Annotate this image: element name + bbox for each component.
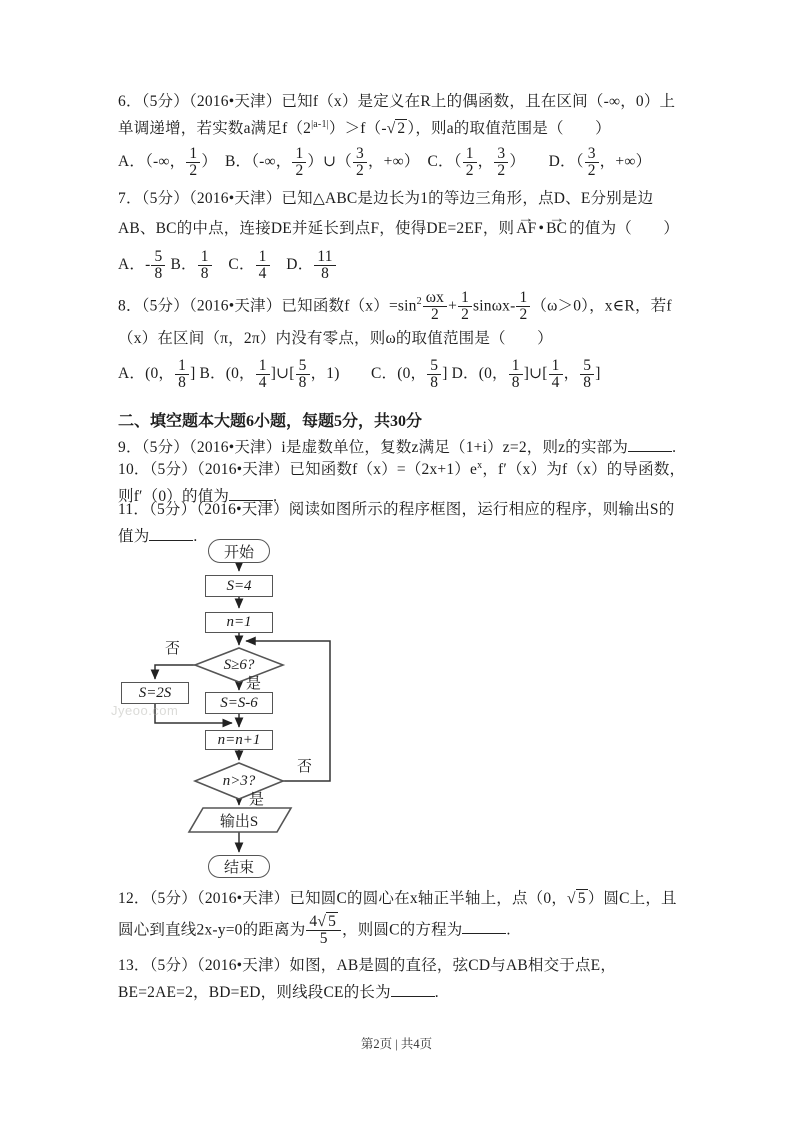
- question-11-body: 11．（5分）（2016•天津）阅读如图所示的程序框图，运行相应的程序，则输出S的值为 .: [118, 501, 675, 545]
- question-9-body: 9．（5分）（2016•天津）i是虚数单位，复数z满足（1+i）z=2，则z的实部为 .: [118, 434, 690, 461]
- fraction: $\frac{\omega x}{2}$: [423, 290, 447, 324]
- program-flowchart: [113, 537, 453, 887]
- question-8-options: A．(0， $\frac{1}{8}$ ] B．(0， $\frac{1}{4}$ ]∪[ $\frac{5}{8}$ ，1) C．(0， $\frac{5}{8}$ ] D．(0， $\frac{1}{8}$ ]∪[ $\frac{1}{4}$ ， $\frac{5}{8}$ ]: [118, 356, 601, 391]
- superscript: |a-1|: [311, 118, 329, 130]
- superscript: 2: [416, 296, 422, 308]
- fraction: $\frac{3}{2}$: [585, 146, 599, 180]
- question-6-options: A．（-∞， $\frac{1}{2}$ ） B．（-∞， $\frac{1}{2}$ ）∪（ $\frac{3}{2}$ ，+∞） C．（ $\frac{1}{2}$ ， $\frac{3}{2}$ ） D．（ $\frac{3}{2}$ ，+∞）: [118, 144, 652, 179]
- section-2-header: 二、填空题本大题6小题，每题5分，共30分: [118, 413, 423, 430]
- fraction: $\frac{1}{2}$: [186, 146, 200, 180]
- fraction: $\frac{1}{8}$: [198, 249, 212, 283]
- flowchart-node-end: 结束: [208, 855, 270, 878]
- fraction: $\frac{1}{8}$: [509, 358, 523, 392]
- flowchart-label-yes-2: 是: [249, 792, 265, 808]
- superscript: x: [477, 459, 483, 471]
- flowchart-node-init-n: n=1: [205, 612, 273, 633]
- question-7-body: 7．（5分）（2016•天津）已知△ABC是边长为1的等边三角形，点D、E分别是边AB、BC的中点，连接DE并延长到点F，使得DE=2EF，则 → AF • → BC 的值为（ ）: [118, 184, 690, 244]
- flowchart-node-start: 开始: [208, 539, 270, 563]
- flowchart-node-increment: n=n+1: [205, 730, 273, 750]
- fraction: $\frac{1}{2}$: [516, 290, 530, 324]
- fraction: $\frac{1}{4}$: [549, 358, 563, 392]
- flowchart-node-minus-6: S=S-6: [205, 692, 273, 714]
- flowchart-node-double-s: S=2S: [121, 682, 189, 704]
- fraction: $\frac{4√ 5}{5}$: [306, 914, 341, 948]
- answer-blank: [462, 918, 506, 935]
- question-10-body: 10．（5分）（2016•天津）已知函数$f(x)=(2x+1)e^x$，f′（x）为f（x）的导函数，则f′（0）的值为 .: [118, 459, 686, 505]
- fraction: $\frac{3}{2}$: [353, 146, 367, 180]
- fraction: $\frac{1}{8}$: [175, 358, 189, 392]
- flowchart-label-yes-1: 是: [246, 676, 262, 692]
- fraction: $\frac{5}{8}$: [151, 249, 165, 283]
- question-6-body: 6．（5分）（2016•天津）已知f（x）是定义在R上的偶函数，且在区间（-∞，0）上单调递增，若实数a满足$f(2^{|a-1|})>f(-√$ 2 ），则a的取值范围是（ ）: [118, 93, 676, 137]
- page-footer: 第2页 | 共4页: [360, 1037, 433, 1051]
- fraction: $\frac{3}{2}$: [494, 146, 508, 180]
- question-12-body: 12．（5分）（2016•天津）已知圆C的圆心在x轴正半轴上，点（0，√ 5 ）圆C上，且圆心到直线2x-y=0的距离为 $\frac{4√ 5}{5}$ ，则圆C的方程为 .: [118, 890, 677, 948]
- square-root: √ 5: [567, 890, 586, 907]
- answer-blank: [391, 981, 435, 998]
- square-root: √ 5: [317, 913, 337, 930]
- flowchart-label-no-2: 否: [297, 759, 313, 775]
- fraction: $\frac{1}{2}$: [458, 290, 472, 324]
- answer-blank: [628, 436, 672, 453]
- fraction: $\frac{1}{4}$: [256, 249, 270, 283]
- fraction: $\frac{5}{8}$: [427, 358, 441, 392]
- square-root: √ 2: [386, 120, 406, 137]
- flowchart-node-condition-2: n>3?: [222, 772, 256, 789]
- vector-AF: → AF: [516, 214, 536, 244]
- question-8-body: 8．（5分）（2016•天津）已知函数$f(x)=\sin^2$ $\frac{\omega x}{2}$ + $\frac{1}{2}$ sinωx- $\frac{1}{2}$ （ω＞0），x∈R，若f（x）在区间（π，2π）内没有零点，则ω的取值范围是（ ）: [118, 289, 672, 347]
- fraction: $\frac{5}{8}$: [580, 358, 594, 392]
- fraction: $\frac{5}{8}$: [296, 358, 310, 392]
- flowchart-node-init-s: S=4: [205, 575, 273, 597]
- question-13-body: 13．（5分）（2016•天津）如图，AB是圆的直径，弦CD与AB相交于点E，BE=2AE=2，BD=ED，则线段CE的长为 .: [118, 957, 617, 1001]
- vector-BC: → BC: [546, 214, 567, 244]
- watermark: Jyeoo.com: [111, 703, 179, 718]
- flowchart-node-output: 输出S: [219, 813, 259, 830]
- fraction: $\frac{11}{8}$: [314, 249, 335, 283]
- question-7-options: A．- $\frac{5}{8}$ B． $\frac{1}{8}$ C． $\frac{1}{4}$ D． $\frac{11}{8}$: [118, 242, 690, 288]
- flowchart-node-condition-1: S≥6?: [223, 656, 255, 673]
- fraction: $\frac{1}{2}$: [463, 146, 477, 180]
- flowchart-label-no-1: 否: [165, 641, 181, 657]
- fraction: $\frac{1}{2}$: [292, 146, 306, 180]
- fraction: $\frac{1}{4}$: [256, 358, 270, 392]
